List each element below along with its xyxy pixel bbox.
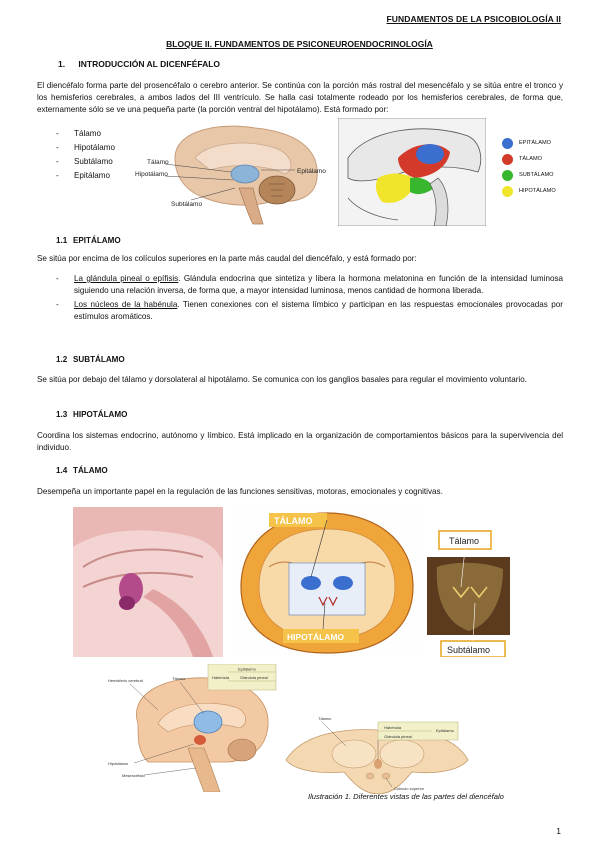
legend-item: HIPOTÁLAMO bbox=[502, 183, 556, 199]
brain-composite-figure bbox=[73, 507, 518, 657]
brain-sagittal-figure bbox=[135, 118, 335, 226]
label-talamo: Tálamo bbox=[147, 159, 169, 166]
subsection-heading-epitalamo: 1.1 EPITÁLAMO bbox=[56, 236, 121, 245]
brainstem-dorsal-figure bbox=[282, 714, 472, 794]
subsection-heading-subtalamo: 1.2 SUBTÁLAMO bbox=[56, 355, 125, 364]
section-heading bbox=[58, 59, 220, 69]
block-title: BLOQUE II. FUNDAMENTOS DE PSICONEUROENDOCRINOLOGÍA bbox=[166, 39, 433, 49]
subsection-heading-talamo: 1.4 TÁLAMO bbox=[56, 466, 108, 475]
diencephalon-parts-list bbox=[56, 127, 115, 183]
list-item: - Subtálamo bbox=[56, 157, 113, 166]
legend-dot bbox=[502, 170, 513, 181]
label-epitalamo: Epitálamo bbox=[297, 168, 326, 175]
label-subtalamo: Subtálamo bbox=[171, 201, 203, 208]
small-label-habenula: Habénula bbox=[212, 675, 230, 680]
small-label-talamo-2: Tálamo bbox=[318, 716, 332, 721]
legend-item: TÁLAMO bbox=[502, 151, 556, 167]
hipotalamo-text: Coordina los sistemas endocrino, autónomo y límbico. Está implicado en la organización de comportamientos básicos para la supervivencia del individuo. bbox=[37, 431, 563, 452]
list-item: - La glándula pineal o epífisis. Glándula endocrina que sintetiza y libera la hormona melatonina en función de la intensidad luminosa siguiendo una relación inversa, de forma que, a mayor intensidad luminosa, menos cantidad de hormona liberada. bbox=[56, 274, 563, 295]
term-habenula: Los núcleos de la habénula bbox=[74, 300, 178, 309]
small-label-epitalamo-2: Epitálamo bbox=[436, 728, 454, 733]
diencephalon-colored-figure bbox=[338, 118, 486, 226]
small-label-talamo: Tálamo bbox=[172, 676, 186, 681]
small-label-hemisferio: Hemisferio cerebral bbox=[108, 678, 143, 683]
small-label-mesencefalo: Mesencéfalo bbox=[122, 773, 145, 778]
label-hipotalamo-big: HIPOTÁLAMO bbox=[287, 632, 345, 642]
legend-item: EPITÁLAMO bbox=[502, 135, 556, 151]
small-label-coliculo: Colículo superior bbox=[394, 786, 425, 791]
label-talamo-box: Tálamo bbox=[449, 536, 480, 546]
list-item: - Hipotálamo bbox=[56, 143, 115, 152]
legend-dot bbox=[502, 186, 513, 197]
list-item: - Epitálamo bbox=[56, 171, 110, 180]
legend-dot bbox=[502, 154, 513, 165]
subsection-heading-hipotalamo: 1.3 HIPOTÁLAMO bbox=[56, 410, 128, 419]
subtalamo-text: Se sitúa por debajo del tálamo y dorsolateral al hipotálamo. Se comunica con los ganglios basales para regular el movimiento voluntario. bbox=[37, 375, 527, 384]
brain-small-sagittal-figure bbox=[108, 664, 278, 792]
label-hipotalamo: Hipotálamo bbox=[135, 171, 168, 178]
list-item: - Los núcleos de la habénula. Tienen conexiones con el sistema límbico y participan en las respuestas emocionales provocadas por estímulos aromáticos. bbox=[56, 300, 563, 321]
label-subtalamo-box: Subtálamo bbox=[447, 645, 491, 655]
small-label-glandula-2: Glándula pineal bbox=[384, 734, 412, 739]
color-legend bbox=[502, 135, 556, 199]
intro-paragraph: El diencéfalo forma parte del prosencéfalo o cerebro anterior. Se continúa con la porción más rostral del mesencéfalo y se sitúa entre el tronco y los hemisferios cerebrales, a ambos lados del III ventrículo. Se halla casi totalmente rodeado por los hemisferios cerebrales, de forma que, externamente sólo se ve una pequeña parte (la porción ventral del hipotálamo). Está formado por: bbox=[37, 81, 563, 114]
section-title: INTRODUCCIÓN AL DICENFÉFALO bbox=[78, 59, 221, 69]
section-number: 1. bbox=[58, 59, 66, 69]
small-label-glandula: Glándula pineal bbox=[240, 675, 268, 680]
page-number: 1 bbox=[556, 826, 561, 836]
list-item: - Tálamo bbox=[56, 129, 101, 138]
small-label-epitalamo: Epitálamo bbox=[238, 666, 256, 672]
course-header: FUNDAMENTOS DE LA PSICOBIOLOGÍA II bbox=[386, 14, 561, 24]
figure-caption: Ilustración 1. Diferentes vistas de las partes del diencéfalo bbox=[308, 792, 504, 801]
label-talamo-big: TÁLAMO bbox=[274, 516, 313, 526]
term-pineal: La glándula pineal o epífisis bbox=[74, 274, 179, 283]
epitalamo-intro: Se sitúa por encima de los colículos superiores en la parte más caudal del diencéfalo, y está formado por: bbox=[37, 254, 417, 263]
legend-item: SUBTÁLAMO bbox=[502, 167, 556, 183]
legend-dot bbox=[502, 138, 513, 149]
small-label-hipotalamo: Hipotálamo bbox=[108, 761, 129, 766]
talamo-text: Desempeña un importante papel en la regulación de las funciones sensitivas, motoras, emocionales y cognitivas. bbox=[37, 487, 443, 496]
small-label-habenula-2: Habénula bbox=[384, 725, 402, 730]
epitalamo-list bbox=[56, 273, 563, 325]
